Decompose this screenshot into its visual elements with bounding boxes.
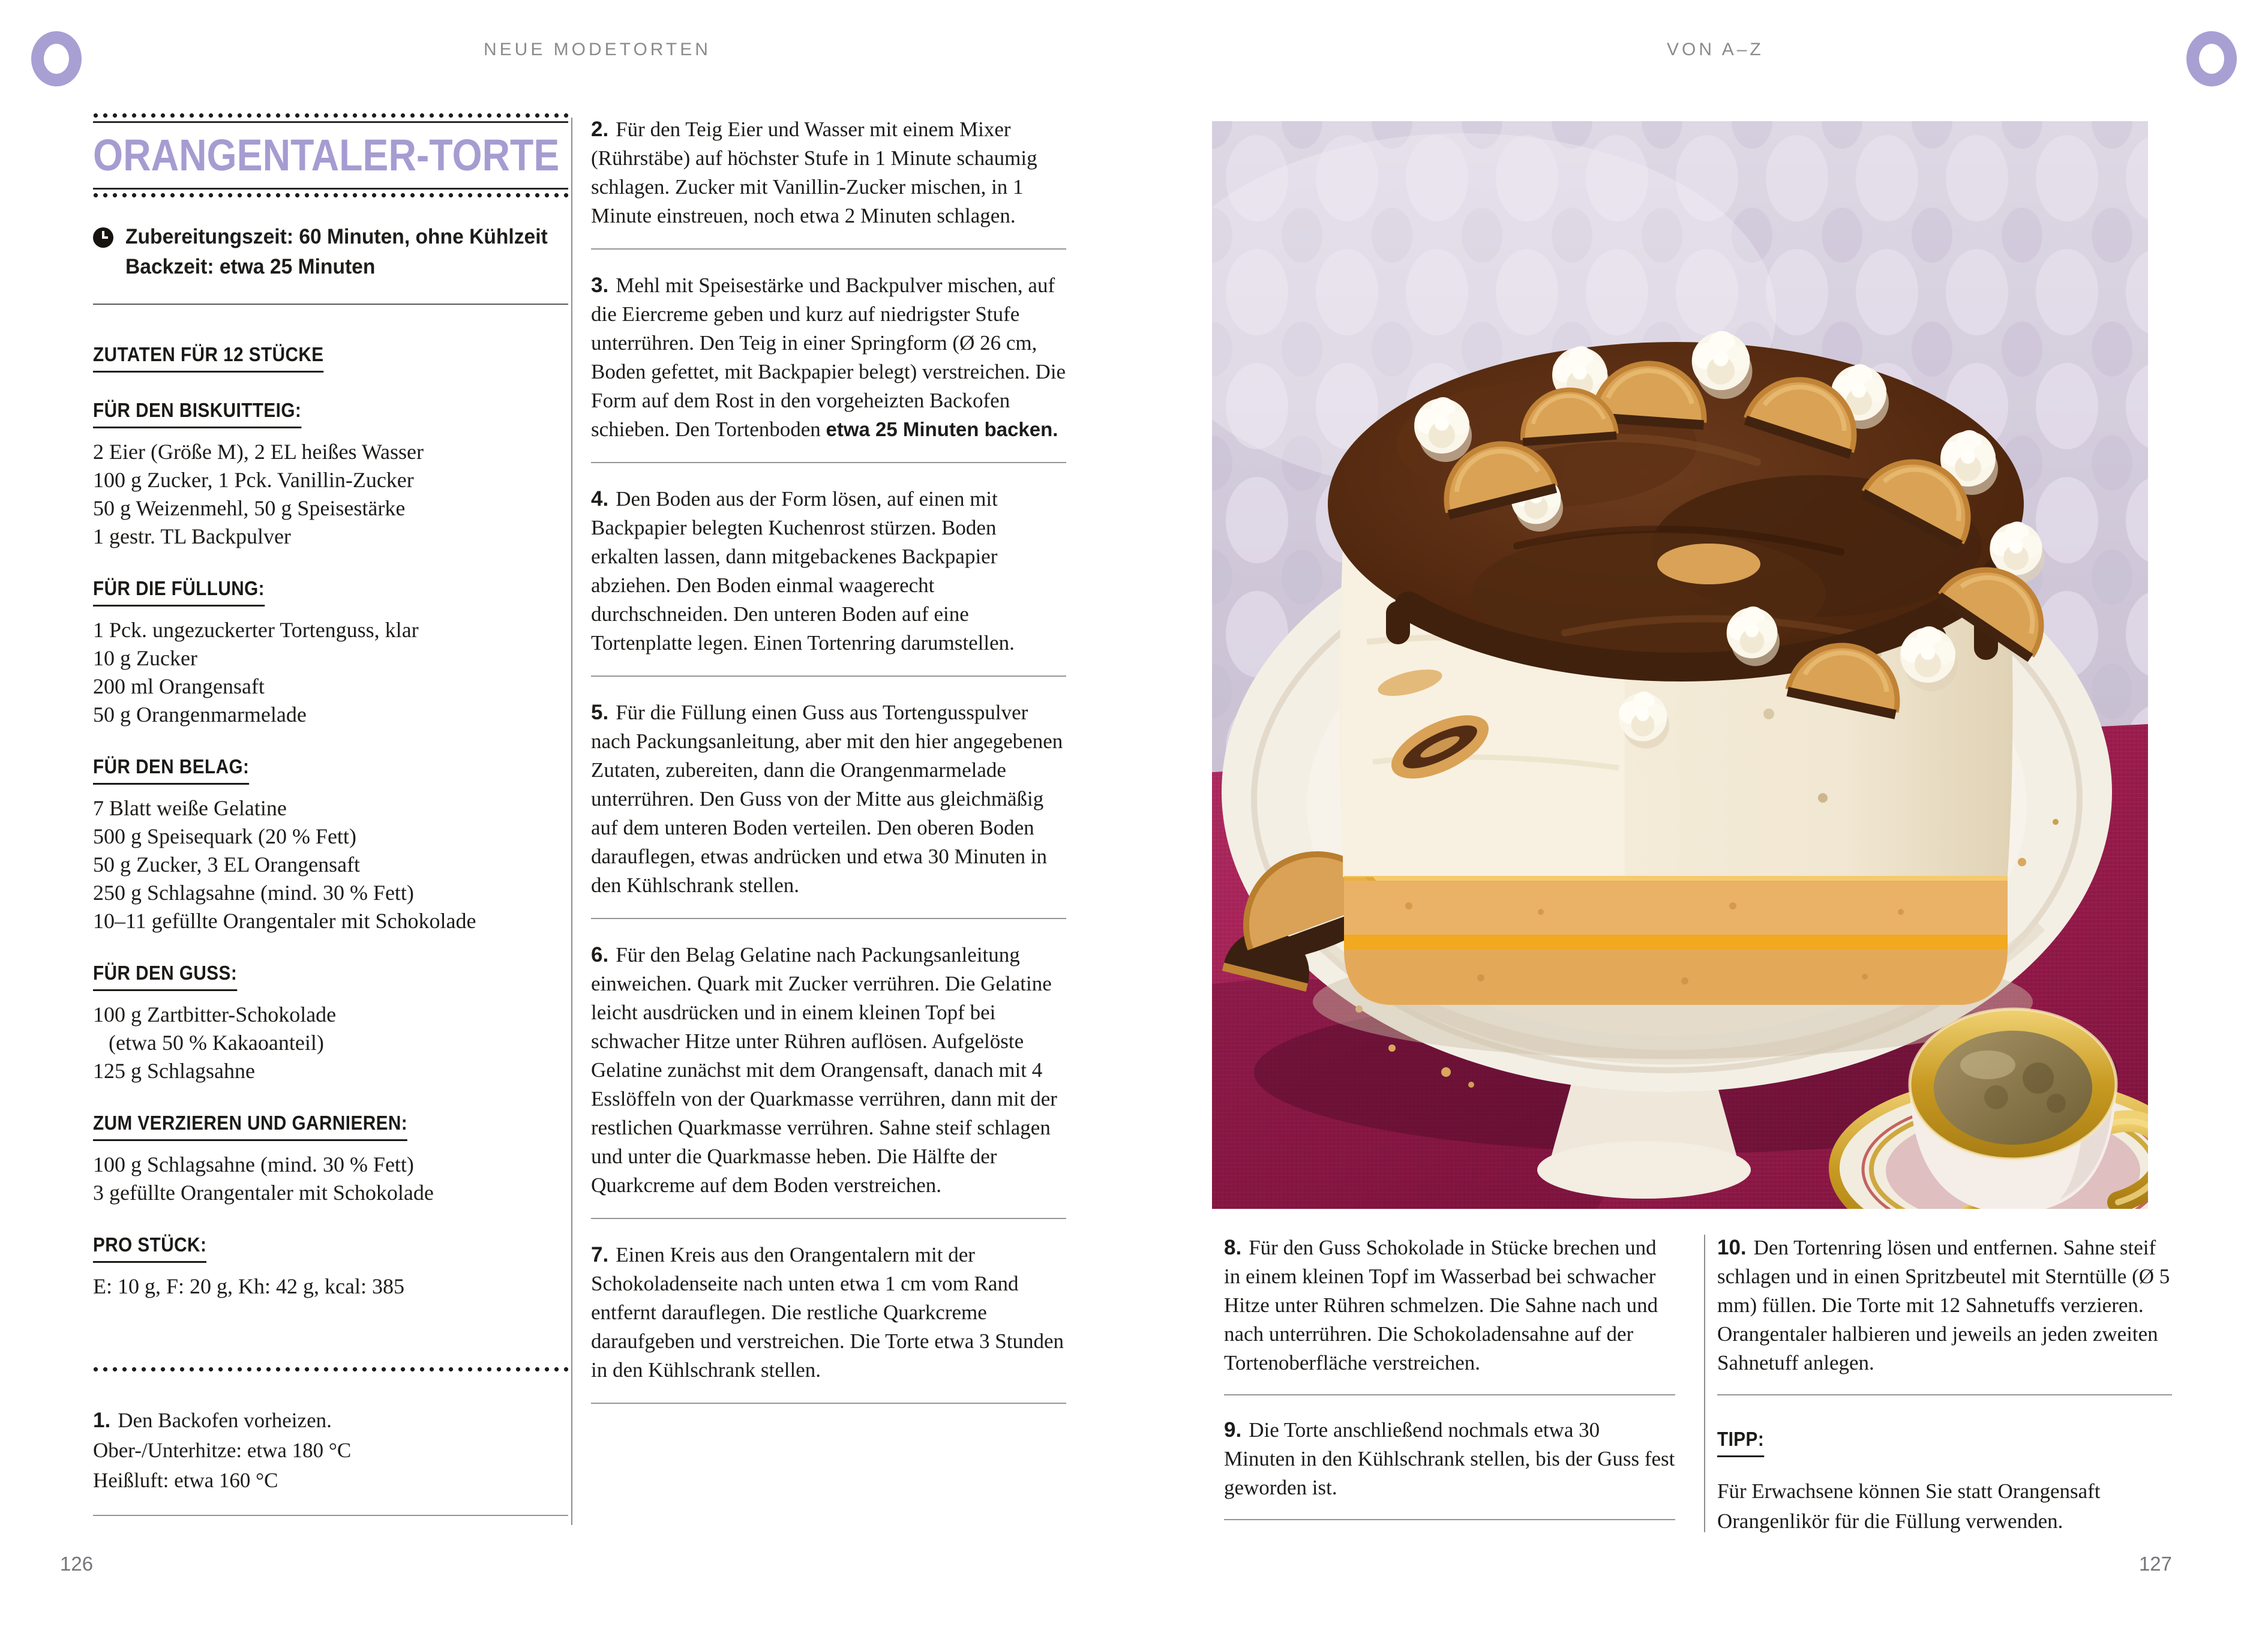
step-text: Die Torte anschließend nochmals etwa 30 Minuten in den Kühlschrank stellen, bis der Guss fest geworden ist.	[1224, 1418, 1675, 1499]
step-text: Den Backofen vorheizen.	[118, 1409, 332, 1432]
step-5	[591, 698, 1066, 900]
step-text: Für den Belag Gelatine nach Packungsanleitung einweichen. Quark mit Zucker verrühren. Die Gelatine leicht ausdrücken und in einem kleinen Topf bei schwacher Hitze unter Rühren auflösen. Aufgelöste Gelatine zunächst mit dem Orangensaft, danach mit 4 Esslöffeln von der Quarkmasse verrühren, dann mit der restlichen Quarkmasse verrühren. Sahne steif schlagen und unter die Quarkmasse heben. Die Hälfte der Quarkcreme auf dem Boden verstreichen.	[591, 943, 1057, 1197]
nutrition-heading: PRO STÜCK:	[93, 1233, 206, 1263]
step-number: 3.	[591, 274, 609, 297]
step-text: Den Tortenring lösen und entfernen. Sahne steif schlagen und in einen Spritzbeutel mit Sterntülle (Ø 5 mm) füllen. Die Torte mit 12 Sahnetuffs verzieren. Orangentaler halbieren und jeweils an jeden zweiten Sahnetuff anlegen.	[1717, 1236, 2170, 1374]
step-9	[1224, 1416, 1675, 1502]
step-1-block	[93, 1367, 568, 1538]
step-4	[591, 485, 1066, 658]
corner-ring-icon	[31, 31, 82, 86]
step-text: Mehl mit Speisestärke und Backpulver mischen, auf die Eiercreme geben und kurz auf niedrigster Stufe unterrühren. Den Teig in einer Springform (Ø 26 cm, Boden gefettet, mit Backpapier belegt) verstreichen. Die Form auf dem Rost in den vorgeheizten Backofen schieben. Den Tortenboden	[591, 274, 1066, 441]
step-separator	[591, 676, 1066, 677]
step-10	[1717, 1233, 2172, 1377]
ingredient-group-biskuitteig	[93, 399, 568, 551]
step-separator	[1717, 1394, 2172, 1395]
photo-illustration	[1212, 121, 2148, 1209]
ingredient-item: 50 g Weizenmehl, 50 g Speisestärke	[93, 496, 406, 520]
ingredient-item: 250 g Schlagsahne (mind. 30 % Fett)	[93, 881, 414, 905]
ingredient-item: 2 Eier (Größe M), 2 EL heißes Wasser	[93, 440, 424, 464]
step-text: Für die Füllung einen Guss aus Tortengusspulver nach Packungsanleitung, aber mit den hier angegebenen Zutaten, zubereiten, dann die Orangenmarmelade unterrühren. Den Guss von der Mitte aus gleichmäßig auf dem unteren Boden verteilen. Den oberen Boden darauflegen, etwas andrücken und etwa 30 Minuten in den Kühlschrank stellen.	[591, 701, 1063, 897]
ingredient-group-heading: FÜR DEN GUSS:	[93, 962, 237, 991]
nutrition-values: E: 10 g, F: 20 g, Kh: 42 g, kcal: 385	[93, 1274, 404, 1298]
tip-text: Für Erwachsene können Sie statt Orangensaft Orangenlikör für die Füllung verwenden.	[1717, 1479, 2101, 1533]
ingredient-item: 50 g Zucker, 3 EL Orangensaft	[93, 852, 361, 876]
ingredient-group-belag	[93, 755, 568, 935]
ingredient-item: 125 g Schlagsahne	[93, 1059, 255, 1083]
ingredient-item: 200 ml Orangensaft	[93, 674, 265, 698]
step-separator	[1224, 1394, 1675, 1395]
step-7	[591, 1241, 1066, 1385]
solid-rule	[93, 188, 568, 190]
step-separator	[591, 918, 1066, 919]
step-separator	[591, 1403, 1066, 1404]
step-text: Ober-/Unterhitze: etwa 180 °C	[93, 1439, 352, 1462]
time-info	[93, 222, 568, 282]
page-number-left: 126	[60, 1553, 94, 1575]
step-number: 1.	[93, 1409, 111, 1432]
page-number-right: 127	[2138, 1553, 2172, 1575]
step-separator	[591, 1218, 1066, 1219]
ingredient-group-verzieren	[93, 1112, 568, 1207]
step-8	[1224, 1233, 1675, 1377]
clock-icon	[93, 227, 113, 248]
steps-column-right-1	[1224, 1233, 1675, 1541]
thin-rule	[93, 304, 568, 305]
step-separator	[591, 248, 1066, 250]
step-text: Heißluft: etwa 160 °C	[93, 1469, 278, 1492]
step-text: Einen Kreis aus den Orangentalern mit der Schokoladenseite nach unten etwa 1 cm vom Rand entfernt darauflegen. Die restliche Quarkcreme daraufgeben und verstreichen. Die Torte etwa 3 Stunden in den Kühlschrank stellen.	[591, 1243, 1064, 1382]
ingredient-item: 7 Blatt weiße Gelatine	[93, 796, 287, 820]
step-6	[591, 941, 1066, 1200]
yield-heading: ZUTATEN FÜR 12 STÜCKE	[93, 343, 324, 373]
step-number: 7.	[591, 1243, 609, 1266]
step-number: 9.	[1224, 1418, 1242, 1442]
column-divider	[571, 118, 572, 1525]
recipe-title: ORANGENTALER-TORTE	[93, 130, 560, 180]
step-number: 6.	[591, 943, 609, 966]
ingredient-item: 100 g Zartbitter-Schokolade	[93, 1002, 337, 1026]
step-separator	[591, 462, 1066, 463]
ingredient-item: 1 gestr. TL Backpulver	[93, 524, 291, 548]
ingredient-item: 100 g Schlagsahne (mind. 30 % Fett)	[93, 1152, 414, 1176]
ingredient-item: 10–11 gefüllte Orangentaler mit Schokolade	[93, 909, 476, 933]
dotted-rule	[93, 113, 568, 118]
ingredient-group-fuellung	[93, 577, 568, 729]
step-number: 2.	[591, 118, 609, 141]
dotted-rule	[93, 1367, 568, 1372]
corner-ring-icon	[2186, 31, 2237, 86]
step-3	[591, 271, 1066, 444]
ingredient-item: 100 g Zucker, 1 Pck. Vanillin-Zucker	[93, 468, 414, 492]
step-text: Für den Teig Eier und Wasser mit einem Mixer (Rührstäbe) auf höchster Stufe in 1 Minute schaumig schlagen. Zucker mit Vanillin-Zucker mischen, in 1 Minute einstreuen, noch etwa 2 Minuten schlagen.	[591, 118, 1037, 227]
step-number: 10.	[1717, 1236, 1747, 1259]
step-separator	[93, 1515, 568, 1516]
ingredient-group-heading: FÜR DIE FÜLLUNG:	[93, 577, 265, 607]
bake-time: Backzeit: etwa 25 Minuten	[125, 255, 376, 278]
ingredient-item: 50 g Orangenmarmelade	[93, 703, 307, 727]
ingredient-group-guss	[93, 962, 568, 1085]
nutrition-per-piece	[93, 1233, 568, 1301]
column-divider	[1704, 1235, 1705, 1532]
step-text: Für den Guss Schokolade in Stücke brechen und in einem kleinen Topf im Wasserbad bei schwacher Hitze unter Rühren schmelzen. Die Sahne nach und nach unterrühren. Die Schokoladensahne auf der Tortenoberfläche verstreichen.	[1224, 1236, 1658, 1374]
ingredient-item: 10 g Zucker	[93, 646, 197, 670]
step-number: 4.	[591, 487, 609, 511]
tip-heading: TIPP:	[1717, 1428, 1764, 1457]
step-2	[591, 115, 1066, 230]
step-number: 5.	[591, 701, 609, 724]
prep-time: Zubereitungszeit: 60 Minuten, ohne Kühlzeit	[125, 225, 548, 248]
steps-column-right-2	[1717, 1233, 2172, 1536]
recipe-photo	[1212, 121, 2148, 1209]
step-separator	[1224, 1519, 1675, 1520]
step-text: Den Boden aus der Form lösen, auf einen mit Backpapier belegten Kuchenrost stürzen. Boden erkalten lassen, dann mitgebackenes Backpapier abziehen. Den Boden einmal waagerecht durchschneiden. Den unteren Boden auf eine Tortenplatte legen. Einen Tortenring darumstellen.	[591, 487, 1015, 655]
step-bold-text: etwa 25 Minuten backen.	[826, 418, 1058, 440]
ingredient-group-heading: FÜR DEN BELAG:	[93, 755, 249, 785]
ingredient-item: (etwa 50 % Kakaoanteil)	[109, 1031, 324, 1055]
ingredient-item: 1 Pck. ungezuckerter Tortenguss, klar	[93, 618, 419, 642]
ingredient-item: 500 g Speisequark (20 % Fett)	[93, 824, 356, 848]
running-head-left: NEUE MODETORTEN	[484, 40, 711, 59]
dotted-rule	[93, 193, 568, 198]
ingredient-group-heading: ZUM VERZIEREN UND GARNIEREN:	[93, 1112, 407, 1141]
ingredient-group-heading: FÜR DEN BISKUITTEIG:	[93, 399, 301, 428]
ingredient-item: 3 gefüllte Orangentaler mit Schokolade	[93, 1181, 434, 1205]
steps-column	[591, 115, 1066, 1425]
ingredients-column	[93, 113, 568, 1544]
running-head-right: VON A–Z	[1667, 40, 1764, 59]
step-number: 8.	[1224, 1236, 1242, 1259]
step-1	[93, 1406, 568, 1496]
solid-rule	[93, 121, 568, 123]
